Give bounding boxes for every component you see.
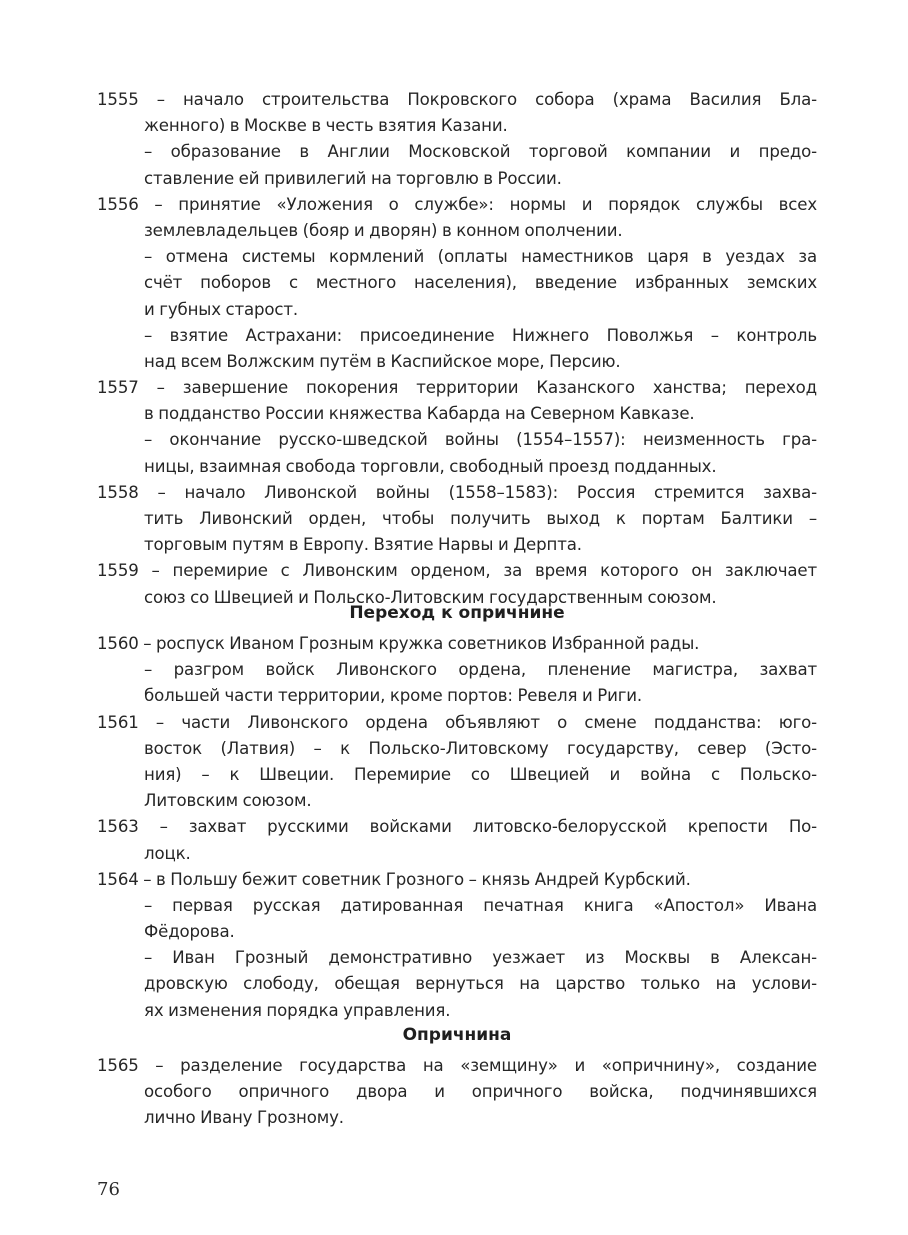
entry-line: тить Ливонский орден, чтобы получить выход к портам Балтики – — [144, 509, 817, 528]
entry-line: – Иван Грозный демонстративно уезжает из Москвы в Алексан- — [144, 948, 817, 968]
entry-line: особого опричного двора и опричного войска, подчинявшихся — [144, 1082, 817, 1102]
chronology-block-2 — [97, 631, 817, 1024]
entry-line: лоцк. — [144, 843, 191, 863]
entry-line: над всем Волжским путём в Каспийское море, Персию. — [144, 351, 621, 371]
entry-line: – отмена системы кормлений (оплаты наместников царя в уездах за — [144, 247, 817, 267]
entry-line: счёт поборов с местного населения), введение избранных земских — [144, 273, 817, 293]
chronology-block-1 — [97, 87, 817, 611]
section-heading: Опричнина — [402, 1025, 512, 1045]
entry-line: и губных старост. — [144, 299, 299, 319]
entry-line: большей части территории, кроме портов: Ревеля и Риги. — [144, 686, 643, 706]
entry-line: ях изменения порядка управления. — [144, 1000, 451, 1020]
entry-line: 1560 – роспуск Иваном Грозным кружка советников Избранной рады. — [97, 634, 700, 653]
entry-line: 1557 – завершение покорения территории Казанского ханства; переход — [97, 378, 817, 398]
entry-line: в подданство России княжества Кабарда на Северном Кавказе. — [144, 404, 695, 424]
chronology-block-3 — [97, 1053, 817, 1132]
entry-line: женного) в Москве в честь взятия Казани. — [144, 116, 508, 136]
entry-line: ния) – к Швеции. Перемирие со Швецией и война с Польско- — [144, 764, 817, 784]
entry-line: 1565 – разделение государства на «земщину» и «опричнину», создание — [97, 1056, 817, 1075]
entry-line: 1558 – начало Ливонской войны (1558–1583): Россия стремится захва- — [97, 482, 817, 502]
entry-line: – образование в Англии Московской торговой компании и предо- — [144, 142, 817, 162]
entry-line: Литовским союзом. — [144, 791, 312, 811]
entry-line: – первая русская датированная печатная книга «Апостол» Ивана — [144, 895, 817, 915]
page-number: 76 — [97, 1179, 120, 1200]
entry-line: 1556 – принятие «Уложения о службе»: нормы и порядок службы всех — [97, 194, 817, 214]
entry-line: торговым путям в Европу. Взятие Нарвы и Дерпта. — [144, 535, 582, 555]
entry-line: Фёдорова. — [144, 922, 235, 942]
entry-line: 1561 – части Ливонского ордена объявляют о смене подданства: юго- — [97, 712, 817, 732]
entry-line: дровскую слободу, обещая вернуться на царство только на услови- — [144, 974, 817, 994]
entry-line: землевладельцев (бояр и дворян) в конном ополчении. — [144, 220, 623, 240]
entry-line: лично Ивану Грозному. — [144, 1108, 344, 1128]
entry-line: союз со Швецией и Польско-Литовским государственным союзом. — [144, 587, 717, 607]
entry-line: 1563 – захват русскими войсками литовско-белорусской крепости По- — [97, 817, 817, 837]
entry-line: 1564 – в Польшу бежит советник Грозного – князь Андрей Курбский. — [97, 869, 691, 889]
entry-line: – взятие Астрахани: присоединение Нижнего Поволжья – контроль — [144, 325, 817, 345]
section-heading: Переход к опричнине — [349, 603, 565, 623]
entry-line: – разгром войск Ливонского ордена, пленение магистра, захват — [144, 660, 817, 680]
entry-line: 1555 – начало строительства Покровского собора (храма Василия Бла- — [97, 90, 817, 109]
entry-line: восток (Латвия) – к Польско-Литовскому государству, север (Эсто- — [144, 738, 817, 758]
entry-line: 1559 – перемирие с Ливонским орденом, за время которого он заключает — [97, 561, 817, 581]
entry-line: – окончание русско-шведской войны (1554–1557): неизменность гра- — [144, 430, 817, 450]
entry-line: ницы, взаимная свобода торговли, свободный проезд подданных. — [144, 456, 717, 476]
entry-line: ставление ей привилегий на торговлю в России. — [144, 168, 562, 188]
